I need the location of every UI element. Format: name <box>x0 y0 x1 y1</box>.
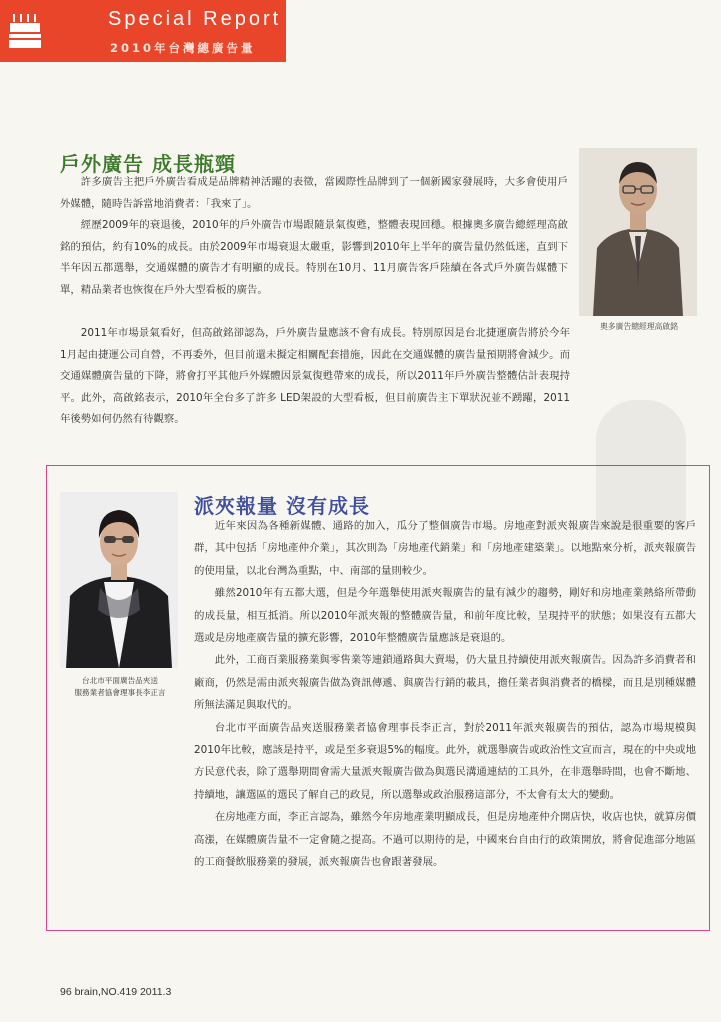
article2-paragraph-2: 雖然2010年有五都大選，但是今年選舉使用派夾報廣告的量有減少的趨勢，剛好和房地產業熱絡所帶動的成長量，相互抵消。所以2010年派夾報的整體廣告量，和前年度比較，呈現持平的狀態；如果沒有五都大選或是房地產廣告量的擴充影響，2010年整體廣告量應該是衰退的。 <box>194 587 696 645</box>
article2-body <box>194 515 696 874</box>
portrait-caption-li <box>60 675 180 699</box>
banner-subtitle: 2010年台灣總廣告量 <box>110 41 256 55</box>
article1-body-bottom <box>60 323 570 431</box>
article2-title: 派夾報量 沒有成長 <box>194 494 370 518</box>
section-banner <box>0 0 286 62</box>
article1-title: 戶外廣告 成長瓶頸 <box>60 152 236 176</box>
portrait-li-image <box>60 492 178 668</box>
page-footer: 96 brain,NO.419 2011.3 <box>60 986 172 998</box>
cake-icon <box>9 12 41 50</box>
article1-paragraph-3: 2011年市場景氣看好，但高啟銘卻認為，戶外廣告量應該不會有成長。特別原因是台北捷運廣告將於今年1月起由捷運公司自營，不再委外，但目前還未擬定相關配套措施，因此在交通媒體的廣告量預期將會減少。而交通媒體廣告量的下降，將會打平其他戶外媒體因景氣復甦帶來的成長，所以2011年戶外廣告整體估計表現持平。此外，高啟銘表示，2010年全台多了許多 LED架設的大型看板，但目前廣告主下單狀況並不踴躍，2011年後勢如何仍然有待觀察。 <box>60 327 570 426</box>
portrait-caption-li-line2: 服務業者協會理事長李正言 <box>74 688 166 697</box>
article2-paragraph-5: 在房地產方面，李正言認為，雖然今年房地產業明顯成長，但是房地產仲介開店快，收店也快，就算房價高漲，在媒體廣告量不一定會隨之提高。不過可以期待的是，中國來台自由行的政策開放，將會促進部分地區的工商餐飲服務業的發展，派夾報廣告也會跟著發展。 <box>194 811 696 869</box>
banner-title: Special Report <box>108 8 282 30</box>
article1-paragraph-2: 經歷2009年的衰退後，2010年的戶外廣告市場跟隨景氣復甦，整體表現回穩。根據奧多廣告總經理高啟銘的預估，約有10%的成長。由於2009年市場衰退太嚴重，影響到2010年上半年的廣告量仍然低迷，直到下半年因五都選舉，交通媒體的廣告才有明顯的成長。特別在10月、11月廣告客戶陸續在各式戶外廣告媒體下單，精品業者也恢復在戶外大型看板的廣告。 <box>60 219 568 296</box>
portrait-photo-kao <box>579 148 697 316</box>
portrait-kao-image <box>579 148 697 316</box>
portrait-caption-kao: 奧多廣告總經理高啟銘 <box>600 322 678 331</box>
portrait-caption-li-line1: 台北市平面廣告品夾送 <box>82 676 158 685</box>
article2-paragraph-4: 台北市平面廣告品夾送服務業者協會理事長李正言，對於2011年派夾報廣告的預估，認為市場規模與2010年比較，應該是持平，或是至多衰退5%的幅度。此外，就選舉廣告或政治性文宣而言，現在的中央或地方民意代表，除了選舉期間會需大量派夾報廣告做為與選民溝通連結的工具外，在非選舉時間，也會不斷地、持續地，讓選區的選民了解自己的政見，所以選舉或政治服務這部分，不太會有太大的變動。 <box>194 721 696 801</box>
bleed-through-shape <box>596 400 686 530</box>
article1-paragraph-1: 許多廣告主把戶外廣告看成是品牌精神活躍的表徵，當國際性品牌到了一個新國家發展時，大多會使用戶外媒體，隨時告訴當地消費者：「我來了」。 <box>60 176 568 210</box>
portrait-photo-li <box>60 492 178 668</box>
article2-paragraph-3: 此外，工商百業服務業與零售業等連鎖通路與大賣場，仍大量且持續使用派夾報廣告。因為許多消費者和廠商，仍然是需由派夾報廣告做為資訊傳遞、與廣告行銷的載具，擔任業者與消費者的橋樑，而且是別種媒體所無法滿足與取代的。 <box>194 654 696 712</box>
article2-paragraph-1: 近年來因為各種新媒體、通路的加入，瓜分了整個廣告市場。房地產對派夾報廣告來說是很重要的客戶群，其中包括「房地產仲介業」，其次則為「房地產代銷業」和「房地產建築業」。以地點來分析，派夾報廣告的使用量，以北台灣為重點，中、南部的量則較少。 <box>194 520 696 577</box>
article1-body-top <box>60 172 568 302</box>
